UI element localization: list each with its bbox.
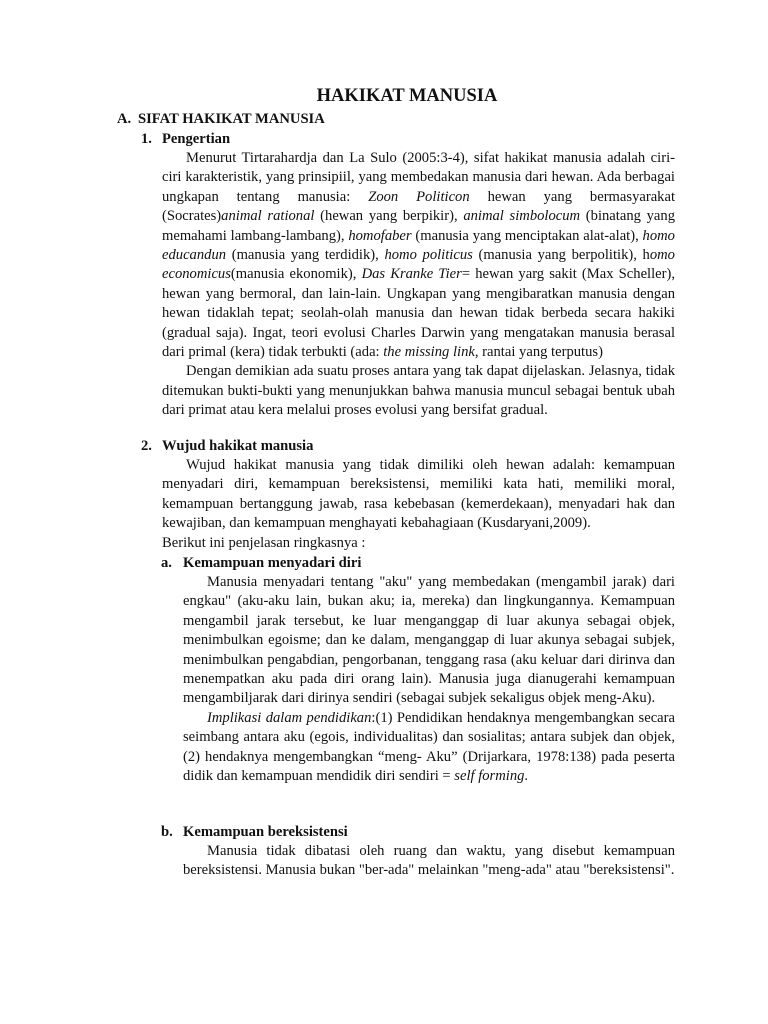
paragraph-bereksistensi (183, 842, 675, 881)
subsection-b-number: b. (161, 824, 173, 840)
paragraph-menyadari-diri-1: Manusia menyadari tentang "aku" yang membedakan (mengambil jarak) dari engkau" (aku-aku lain, bukan aku; ia, mereka) dan lingkungannya. Kemampuan mengambil jarak tersebut, ke luar menganggap di luar akunya sebagai objek, menimbulkan egoisme; dan ke dalam, menganggap di luar akunya sebagai subjek, menimbulkan pengabdian, pengorbanan, tenggang rasa (aku keluar dari dirinva dan menempatkan aku pada diri orang lain). Manusia juga dianugerahi kemampuan mengambiljarak dari dirinya sendiri (sebagai subjek sekaligus objek meng-Aku). (183, 574, 675, 707)
subsection-a-number: a. (161, 555, 172, 571)
page-title: HAKIKAT MANUSIA (316, 86, 498, 106)
paragraph-pengertian-1: Menurut Tirtarahardja dan La Sulo (2005:3-4), sifat hakikat manusia adalah ciri-ciri karakteristik, yang prinsipiil, yang membedakan manusia dari hewan. Ada berbagai ungkapan tentang manusia: Zoon Politicon hewan yang bermasyarakat (Socrates)animal rational (hewan yang berpikir), animal simbolocum (binatang yang memahami lambang-lambang), homofaber (manusia yang menciptakan alat-alat), homo educandun (manusia yang terdidik), homo politicus (manusia yang berpolitik), homo economicus(manusia ekonomik), Das Kranke Tier= hewan yarg sakit (Max Scheller), hewan yang bermoral, dan lain-lain. Ungkapan yang mengibaratkan manusia dengan hewan tidaklah tepat; seolah-olah manusia dan hewan tidak berbeda secara hakiki (gradual saja). Ingat, teori evolusi Charles Darwin yang mengatakan manusia berasal dari primal (kera) tidak terbukti (ada: the missing link, rantai yang terputus) (162, 150, 676, 361)
subsection-1-heading (141, 129, 230, 149)
paragraph-bereksistensi-1: Manusia tidak dibatasi oleh ruang dan waktu, yang disebut kemampuan bereksistensi. Manusia bukan "ber-ada" melainkan "meng-ada" atau "bereksistensi". (183, 843, 675, 879)
subsection-1-label: Pengertian (162, 131, 231, 147)
section-a-heading (117, 109, 325, 129)
paragraph-pengertian (162, 149, 675, 421)
subsection-a-label: Kemampuan menyadari diri (183, 555, 362, 571)
subsection-1-number: 1. (141, 131, 152, 147)
paragraph-implikasi: Implikasi dalam pendidikan:(1) Pendidikan hendaknya mengembangkan secara seimbang antara aku (egois, individualitas) dan sosialitas; antara subjek dan objek, (2) hendaknya mengembangkan “meng- Aku” (Drijarkara, 1978:138) pada peserta didik dan kemampuan mendidik diri sendiri = self forming. (183, 709, 675, 785)
subsection-b-label: Kemampuan bereksistensi (183, 824, 348, 840)
subsection-2-number: 2. (141, 438, 152, 454)
subsection-2-heading (141, 436, 313, 456)
paragraph-wujud (162, 456, 675, 553)
paragraph-menyadari-diri (183, 573, 675, 786)
section-a-label: SIFAT HAKIKAT MANUSIA (138, 111, 325, 127)
subsection-2-label: Wujud hakikat manusia (162, 438, 314, 454)
paragraph-wujud-1: Wujud hakikat manusia yang tidak dimiliki oleh hewan adalah: kemampuan menyadari diri, kemampuan bereksistensi, memiliki kata hati, memiliki moral, kemampuan bertanggung jawab, rasa kebebasan (kemerdekaan), menyadari hak dan kewajiban, dan kemampuan menghayati kebahagiaan (Kusdaryani,2009). (162, 457, 675, 532)
paragraph-wujud-intro: Berikut ini penjelasan ringkasnya : (162, 534, 366, 551)
paragraph-pengertian-2: Dengan demikian ada suatu proses antara yang tak dapat dijelaskan. Jelasnya, tidak ditemukan bukti-bukti yang menunjukkan bahwa manusia muncul sebagai bentuk ubah dari primat atau kera melalui proses evolusi yang bersifat gradual. (162, 363, 675, 419)
subsection-a-heading (161, 553, 361, 573)
subsection-b-heading (161, 822, 348, 842)
section-a-number: A. (117, 111, 132, 127)
